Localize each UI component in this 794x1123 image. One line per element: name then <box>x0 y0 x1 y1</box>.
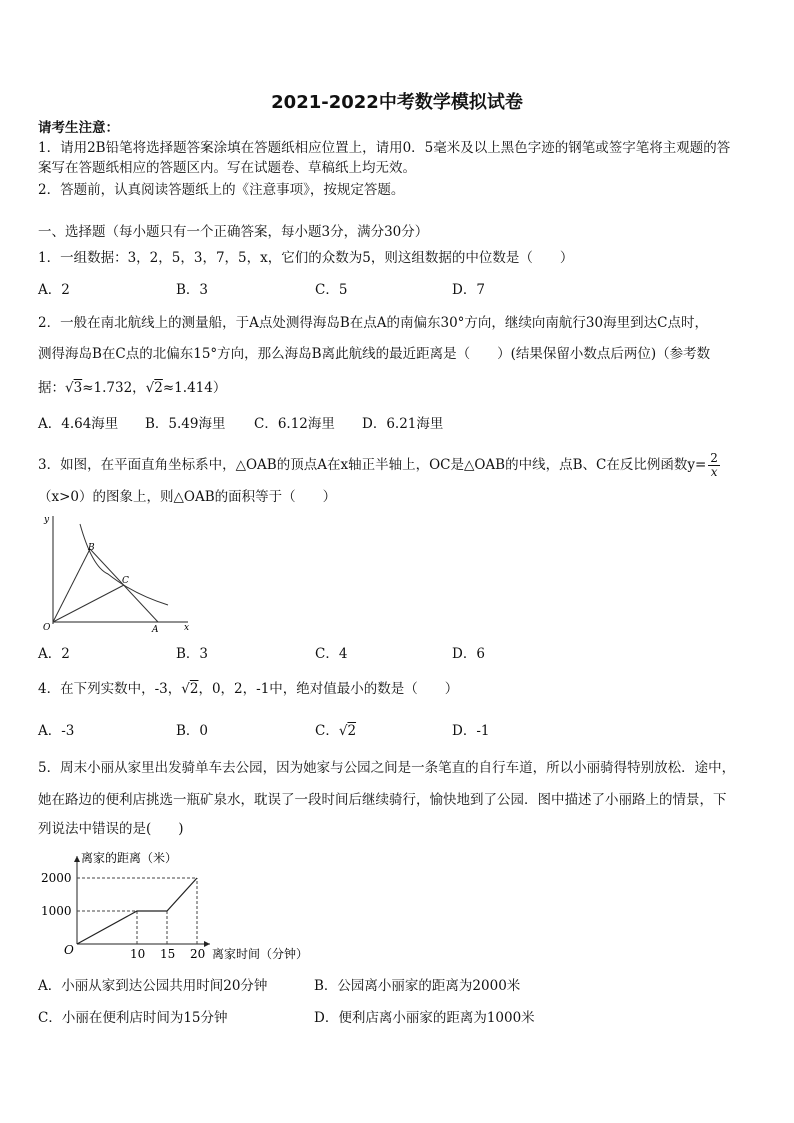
q3-coordinate-figure <box>38 512 194 634</box>
notice-item-2: 2．答题前，认真阅读答题纸上的《注意事项》，按规定答题。 <box>38 182 405 198</box>
q1-option-a: A．2 <box>38 282 70 298</box>
q3-stem-line2: （x>0）的图象上，则△OAB的面积等于（ ） <box>38 489 337 505</box>
q3-fraction-denominator: x <box>710 465 718 479</box>
x-tick-label: 15 <box>160 947 176 961</box>
q2-sqrt2-radicand: 2 <box>154 380 163 396</box>
q3-stem-line1 <box>38 452 720 479</box>
q3-hyperbola <box>80 524 168 605</box>
notice-heading: 请考生注意： <box>38 120 119 136</box>
y-tick-label: 1000 <box>41 904 72 918</box>
sqrt-symbol: √2 <box>181 681 199 697</box>
q4-stem <box>38 679 458 699</box>
q4-option-a: A．-3 <box>38 723 75 739</box>
q2-stem-prefix: 据： <box>38 380 65 396</box>
q4-option-c-radicand: 2 <box>347 723 357 739</box>
q4-stem-text: 4．在下列实数中，-3， <box>38 681 182 697</box>
q3-fraction <box>708 452 720 479</box>
notice-item-1a: 1．请用2B铅笔将选择题答案涂填在答题纸相应位置上，请用0．5毫米及以上黑色字迹的钢笔或签字笔将主观题的答 <box>38 140 731 156</box>
q4-option-c-label: C． <box>315 723 339 739</box>
q2-stem-line1: 2．一般在南北航线上的测量船，于A点处测得海岛B在点A的南偏东30°方向，继续向南航行30海里到达C点时， <box>38 315 708 331</box>
notice-item-1b: 案写在答题纸相应的答题区内。写在试题卷、草稿纸上均无效。 <box>38 160 416 176</box>
x-tick-label: 10 <box>130 947 146 961</box>
q1-option-b: B．3 <box>176 282 209 298</box>
page-title: 2021-2022中考数学模拟试卷 <box>271 92 523 113</box>
q5-option-c: C．小丽在便利店时间为15分钟 <box>38 1010 228 1026</box>
q3-option-b: B．3 <box>176 646 209 662</box>
y-axis-arrow <box>74 856 80 862</box>
q3-label-o: O <box>43 623 51 633</box>
q2-sqrt2-value: ≈1.414） <box>162 380 227 396</box>
q4-option-b: B．0 <box>176 723 209 739</box>
q1-stem: 1．一组数据：3，2，5，3，7，5，x，它们的众数为5，则这组数据的中位数是（ ） <box>38 250 574 266</box>
q5-option-d: D．便利店离小丽家的距离为1000米 <box>314 1010 535 1026</box>
q2-sqrt3-radicand: 3 <box>73 380 83 396</box>
y-axis-label: 离家的距离（米） <box>81 851 178 865</box>
q4-stem-text-2: ，0，2，-1中，绝对值最小的数是（ ） <box>198 681 459 697</box>
sqrt-symbol: √2 <box>145 380 163 396</box>
q2-sqrt3-value: ≈1.732， <box>82 380 146 396</box>
q5-distance-time-chart <box>30 848 330 966</box>
sqrt-symbol: √2 <box>338 723 357 739</box>
q2-stem-line2: 测得海岛B在C点的北偏东15°方向，那么海岛B离此航线的最近距离是（ ）(结果保留小数点后两位)（参考数 <box>38 346 711 362</box>
q3-option-a: A．2 <box>38 646 70 662</box>
q3-option-c: C．4 <box>315 646 348 662</box>
q5-stem-line2: 她在路边的便利店挑选一瓶矿泉水，耽误了一段时间后继续骑行，愉快地到了公园．图中描述了小丽路上的情景，下 <box>38 792 727 808</box>
q3-label-c: C <box>122 576 129 586</box>
sqrt-symbol: √3 <box>65 380 83 396</box>
q3-stem-text: 3．如图，在平面直角坐标系中，△OAB的顶点A在x轴正半轴上，OC是△OAB的中线，点B、C在反比例函数y= <box>38 457 707 473</box>
q1-option-d: D．7 <box>452 282 485 298</box>
q3-segment-oc <box>53 585 124 622</box>
q3-label-y: y <box>44 515 50 525</box>
q3-option-d: D．6 <box>452 646 485 662</box>
x-axis-label: 离家时间（分钟） <box>212 947 309 961</box>
q3-label-a: A <box>152 625 159 635</box>
q5-stem-line1: 5．周末小丽从家里出发骑单车去公园，因为她家与公园之间是一条笔直的自行车道，所以小丽骑得特别放松．途中， <box>38 760 736 776</box>
q5-stem-line3: 列说法中错误的是( ) <box>38 821 184 837</box>
q3-label-b: B <box>88 543 95 553</box>
origin-label: O <box>64 943 74 957</box>
q1-option-c: C．5 <box>315 282 348 298</box>
q2-option-a: A．4.64海里 <box>38 416 119 432</box>
q3-fraction-numerator: 2 <box>710 451 718 465</box>
q5-option-b: B．公园离小丽家的距离为2000米 <box>314 978 521 994</box>
section-heading: 一、选择题（每小题只有一个正确答案，每小题3分，满分30分） <box>38 224 429 240</box>
q5-option-a: A．小丽从家到达公园共用时间20分钟 <box>38 978 268 994</box>
q4-option-d: D．-1 <box>452 723 490 739</box>
y-tick-label: 2000 <box>41 871 72 885</box>
q2-option-d: D．6.21海里 <box>362 416 444 432</box>
q2-stem-line3 <box>38 378 226 398</box>
x-tick-label: 20 <box>190 947 206 961</box>
q3-segment-ob <box>53 549 90 622</box>
q4-sqrt-radicand: 2 <box>189 681 199 697</box>
q2-option-b: B．5.49海里 <box>145 416 226 432</box>
q2-option-c: C．6.12海里 <box>254 416 335 432</box>
q4-option-c <box>315 721 356 741</box>
q3-label-x: x <box>184 623 190 633</box>
